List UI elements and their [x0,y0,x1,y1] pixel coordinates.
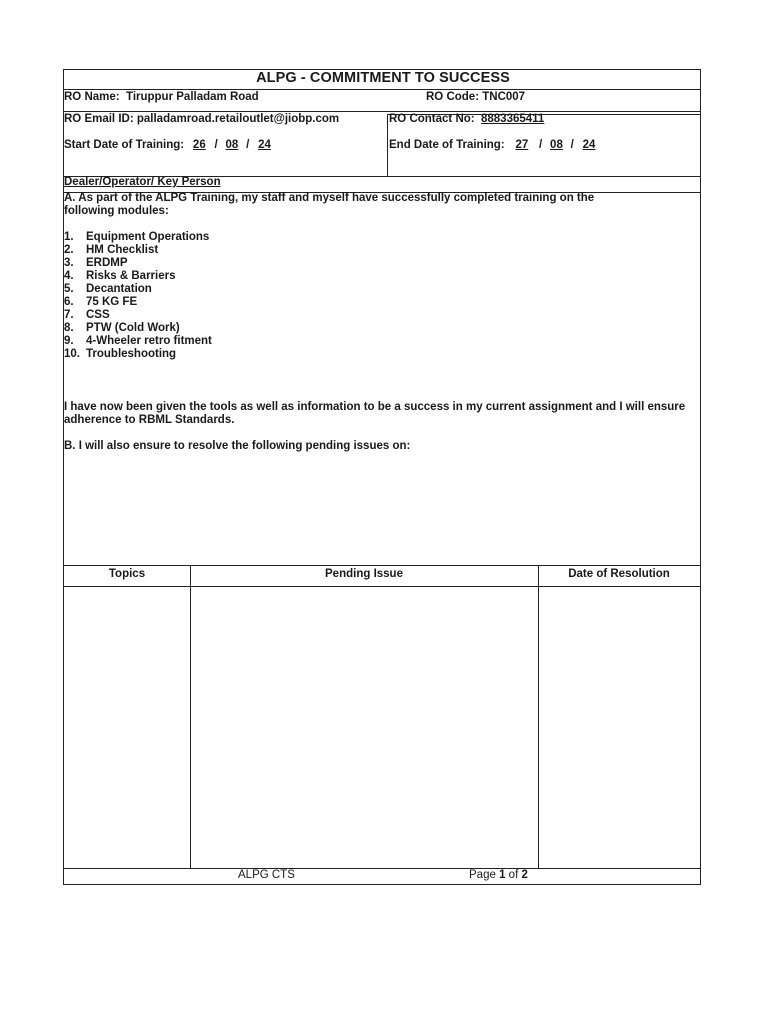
commitment-statement [64,401,685,427]
ro-code-field [426,91,525,103]
divider [64,111,700,112]
table-header-date-of-resolution: Date of Resolution [568,568,670,580]
start-date-day: 26 [192,139,206,151]
ro-email-label: RO Email ID: [64,113,134,125]
start-date-month: 08 [225,139,239,151]
table-header-pending-issue: Pending Issue [325,568,403,580]
list-item: 7. CSS [64,309,110,321]
start-date-year: 24 [258,139,271,151]
table-header-topics: Topics [108,568,146,580]
ro-contact-value: 8883365411 [481,113,545,125]
end-date-label: End Date of Training: [389,139,505,151]
date-separator: / [539,139,543,151]
list-item: 4. Risks & Barriers [64,270,176,282]
date-separator: / [570,139,574,151]
footer-doc-name: ALPG CTS [238,869,295,881]
page-indicator: Page 1 of 2 [469,869,528,881]
start-date-field [64,139,277,151]
section-b: B. I will also ensure to resolve the following pending issues on: [64,440,411,452]
end-date-day: 27 [515,139,529,151]
list-item: 10. Troubleshooting [64,348,177,360]
commitment-form [63,69,701,885]
start-date-label: Start Date of Training: [64,139,185,151]
ro-name-field [64,91,259,103]
ro-email-field [64,113,339,125]
statement-line: I have now been given the tools as well as information to be a success in my current assignment and I will ensure [64,401,686,413]
end-date-month: 08 [550,139,563,151]
end-date-field [389,139,601,151]
date-of-resolution-cell[interactable] [539,587,699,867]
list-item: 9. 4-Wheeler retro fitment [64,335,212,347]
divider [64,868,700,869]
ro-contact-field [389,113,544,125]
list-item: 6. 75 KG FE [64,296,138,308]
section-a-line: following modules: [64,205,169,217]
dealer-heading: Dealer/Operator/ Key Person [64,176,221,188]
ro-name-label: RO Name: [64,91,120,103]
section-a-line: A. As part of the ALPG Training, my staff and myself have successfully completed training on the [64,192,595,204]
list-item: 1. Equipment Operations [64,231,210,243]
form-title: ALPG - COMMITMENT TO SUCCESS [256,70,510,86]
ro-contact-label: RO Contact No: [389,113,475,125]
list-item: 3. ERDMP [64,257,128,269]
divider [64,89,700,90]
divider [387,114,388,176]
list-item: 2. HM Checklist [64,244,159,256]
module-list [64,231,212,361]
statement-line: adherence to RBML Standards. [64,414,235,426]
ro-name-value: Tiruppur Palladam Road [126,91,259,103]
ro-email-value: palladamroad.retailoutlet@jiobp.com [136,113,340,125]
divider [64,565,700,566]
date-separator: / [246,139,250,151]
list-item: 8. PTW (Cold Work) [64,322,180,334]
ro-code-label: RO Code: [426,91,480,103]
topics-cell[interactable] [65,587,189,867]
section-a-intro [64,192,594,218]
date-separator: / [214,139,218,151]
pending-issue-cell[interactable] [191,587,537,867]
end-date-year: 24 [582,139,596,151]
list-item: 5. Decantation [64,283,152,295]
ro-code-value: TNC007 [482,91,526,103]
